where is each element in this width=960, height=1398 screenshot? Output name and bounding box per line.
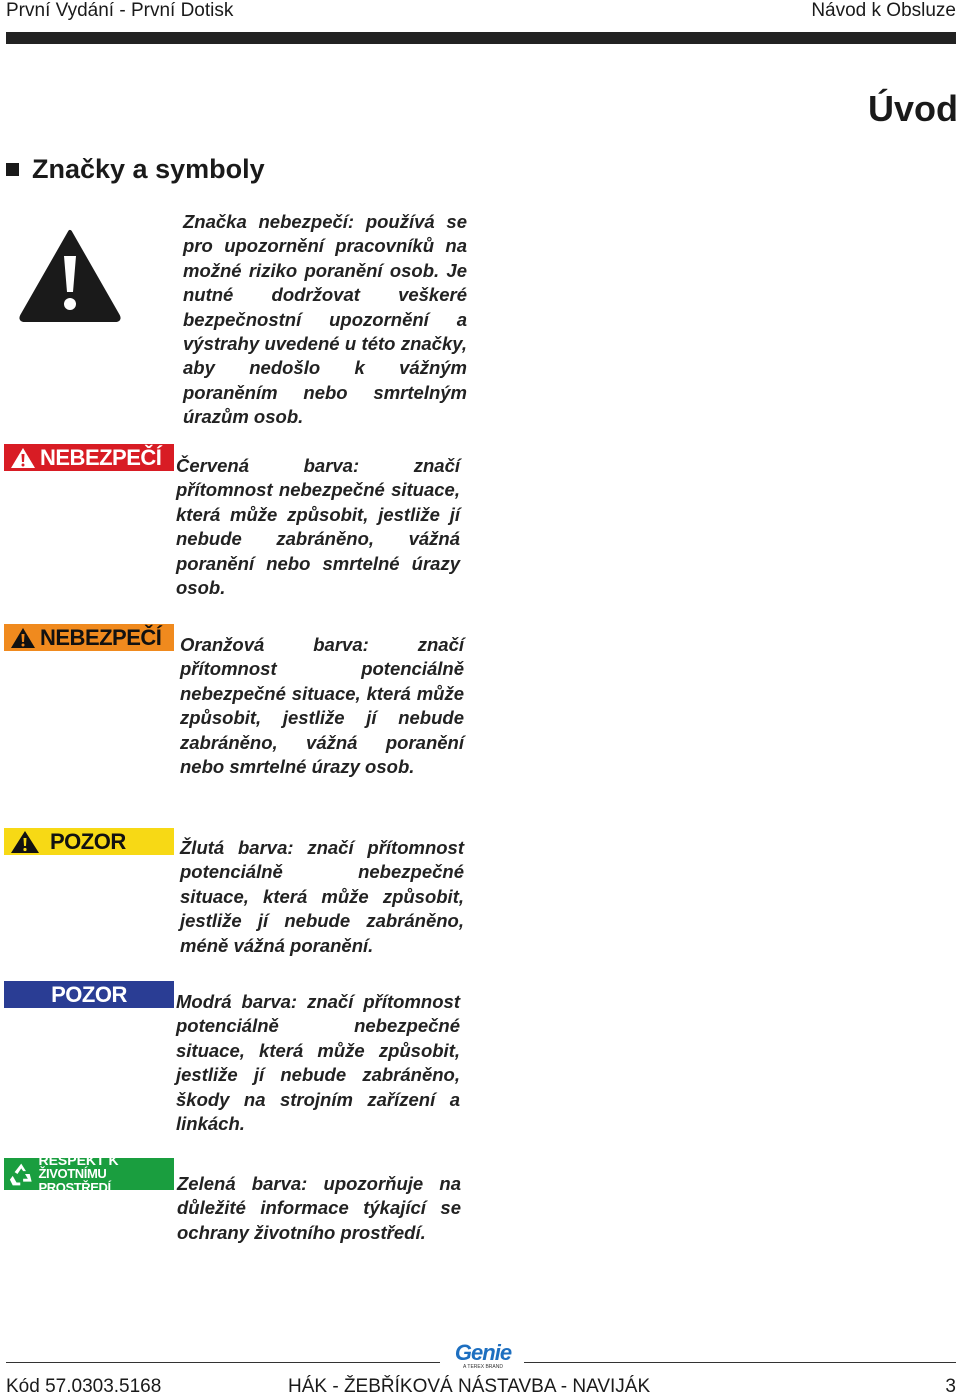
logo-name: Genie: [454, 1340, 512, 1365]
footer-rule-right: [524, 1362, 956, 1363]
notice-badge-blue: [4, 981, 174, 1008]
section-bullet: [6, 163, 19, 176]
header-left: První Vydání - První Dotisk: [6, 0, 234, 21]
danger-badge-red: [4, 444, 174, 471]
yellow-text: Žlutá barva: značí přítomnost potenciálně nebezpečné situace, která může způsobit, jestliže jí nebude zabráněno, méně vážná poranění.: [180, 837, 464, 956]
badge-label: POZOR: [50, 828, 126, 854]
badge-label: POZOR: [51, 981, 127, 1007]
warning-triangle-icon: [10, 447, 36, 469]
danger-symbol-text: Značka nebezpečí: používá se pro upozornění pracovníků na možné riziko poranění osob. Je nutné dodržovat veškeré bezpečnostní upozornění a výstrahy uvedené u této značky, aby nedošlo k vážným poraněním nebo smrtelným úrazům osob.: [183, 211, 467, 428]
chapter-title: Úvod: [868, 88, 958, 129]
warning-triangle-icon: [10, 627, 36, 649]
section-title: Značky a symboly: [32, 154, 265, 184]
badge-label: NEBEZPEČÍ: [40, 624, 162, 650]
footer-code: Kód 57.0303.5168: [6, 1376, 162, 1397]
warning-triangle-icon: [18, 228, 122, 322]
badge-label-line2: ŽIVOTNÍMU PROSTŘEDÍ: [38, 1166, 111, 1195]
footer-rule-left: [6, 1362, 440, 1363]
recycle-icon: [8, 1160, 34, 1188]
danger-badge-orange: [4, 624, 174, 651]
header-right: Návod k Obsluze: [811, 0, 956, 21]
header-bar: [6, 32, 956, 44]
page-number: 3: [945, 1376, 956, 1397]
environment-badge-green: [4, 1152, 174, 1195]
red-text: Červená barva: značí přítomnost nebezpečné situace, která může způsobit, jestliže jí nebude zabráněno, vážná poranění nebo smrtelné úrazy osob.: [176, 455, 460, 599]
green-text: Zelená barva: upozorňuje na důležité informace týkající se ochrany životního prostředí.: [177, 1173, 461, 1243]
blue-text: Modrá barva: značí přítomnost potenciálně nebezpečné situace, která může způsobit, jestliže jí nebude zabráněno, škody na strojním zařízení a linkách.: [176, 991, 460, 1135]
warning-triangle-icon: [10, 830, 40, 854]
genie-logo: [446, 1342, 520, 1370]
footer-title: HÁK - ŽEBŘÍKOVÁ NÁSTAVBA - NAVIJÁK: [288, 1376, 651, 1397]
orange-text: Oranžová barva: značí přítomnost potenciálně nebezpečné situace, která může způsobit, jestliže jí nebude zabráněno, vážná poranění nebo smrtelné úrazy osob.: [180, 634, 464, 778]
caution-badge-yellow: [4, 828, 174, 855]
badge-label: NEBEZPEČÍ: [40, 444, 162, 470]
logo-tagline: A TEREX BRAND: [463, 1364, 503, 1370]
badge-label-line1: RESPEKT K: [38, 1152, 119, 1168]
